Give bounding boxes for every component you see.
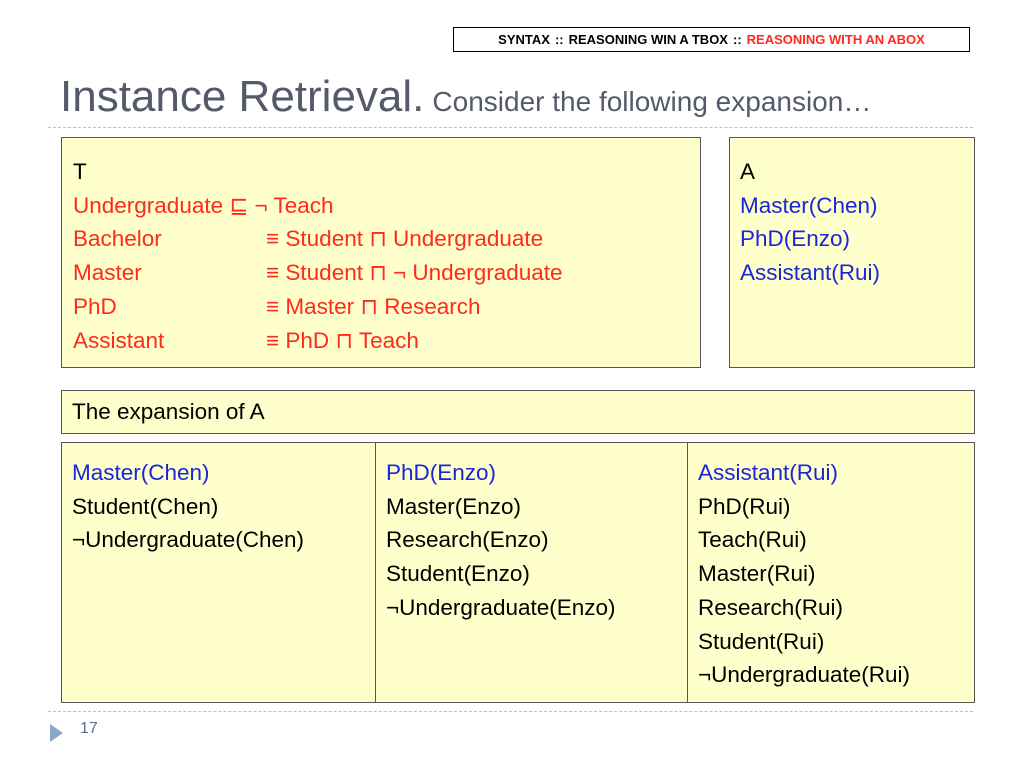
abox-heading: A: [740, 159, 756, 184]
expansion-column-rui: [687, 443, 974, 702]
tbox-axiom: [73, 324, 700, 358]
axiom-def: ¬ Teach: [254, 192, 334, 218]
abox-assertion: Master(Chen): [740, 192, 878, 218]
expansion-assertion: Assistant(Rui): [698, 460, 839, 485]
axiom-op: ⊑: [229, 192, 249, 218]
triangle-right-icon: [50, 724, 63, 742]
expansion-inferred: Student(Rui): [698, 628, 825, 654]
expansion-column-chen: [62, 443, 375, 702]
expansion-assertion: Master(Chen): [72, 460, 210, 485]
axiom-def: PhD ⊓ Teach: [285, 327, 419, 353]
expansion-inferred: Master(Rui): [698, 561, 816, 587]
tbox-axiom: [73, 290, 700, 324]
tbox-panel: [61, 137, 701, 368]
expansion-inferred: Teach(Rui): [698, 527, 807, 553]
expansion-table: [61, 442, 975, 703]
expansion-inferred: Master(Enzo): [386, 493, 522, 519]
axiom-op: ≡: [266, 226, 280, 252]
expansion-inferred: ¬Undergraduate(Enzo): [386, 594, 616, 620]
tbox-axiom: [73, 222, 700, 256]
abox-assertion: Assistant(Rui): [740, 260, 881, 286]
tbox-heading: T: [73, 159, 87, 184]
expansion-inferred: PhD(Rui): [698, 493, 791, 519]
tbox-axiom: [73, 189, 700, 223]
tbox-axiom: [73, 256, 700, 290]
breadcrumb-item-syntax: SYNTAX: [498, 32, 550, 47]
expansion-inferred: Student(Enzo): [386, 561, 530, 587]
axiom-name: Assistant: [73, 327, 165, 353]
expansion-inferred: Research(Rui): [698, 594, 844, 620]
bottom-divider: [48, 711, 973, 712]
top-divider: [48, 127, 973, 128]
breadcrumb-item-abox: REASONING WITH AN ABOX: [746, 32, 925, 47]
axiom-name: Master: [73, 260, 142, 286]
breadcrumb-separator: ::: [554, 32, 564, 47]
expansion-inferred: Student(Chen): [72, 493, 219, 519]
axiom-op: ≡: [266, 293, 280, 319]
axiom-name: PhD: [73, 293, 117, 319]
abox-panel: [729, 137, 975, 368]
slide-title: [60, 72, 871, 122]
breadcrumb-item-tbox: REASONING WIN A TBOX: [568, 32, 728, 47]
abox-assertion: PhD(Enzo): [740, 226, 851, 252]
axiom-def: Student ⊓ ¬ Undergraduate: [285, 260, 563, 286]
breadcrumb: [453, 27, 970, 52]
expansion-column-enzo: [375, 443, 687, 702]
expansion-inferred: ¬Undergraduate(Rui): [698, 662, 910, 688]
axiom-def: Master ⊓ Research: [285, 293, 481, 319]
expansion-assertion: PhD(Enzo): [386, 460, 497, 485]
axiom-def: Student ⊓ Undergraduate: [285, 226, 544, 252]
title-main: Instance Retrieval.: [60, 72, 425, 121]
expansion-inferred: Research(Enzo): [386, 527, 549, 553]
axiom-name: Bachelor: [73, 226, 162, 252]
axiom-op: ≡: [266, 260, 280, 286]
expansion-inferred: ¬Undergraduate(Chen): [72, 527, 305, 553]
title-sub: Consider the following expansion…: [432, 86, 872, 117]
breadcrumb-separator: ::: [732, 32, 742, 47]
axiom-name: Undergraduate: [73, 192, 224, 218]
axiom-op: ≡: [266, 327, 280, 353]
expansion-heading: The expansion of A: [61, 390, 975, 434]
page-number: 17: [80, 720, 98, 737]
